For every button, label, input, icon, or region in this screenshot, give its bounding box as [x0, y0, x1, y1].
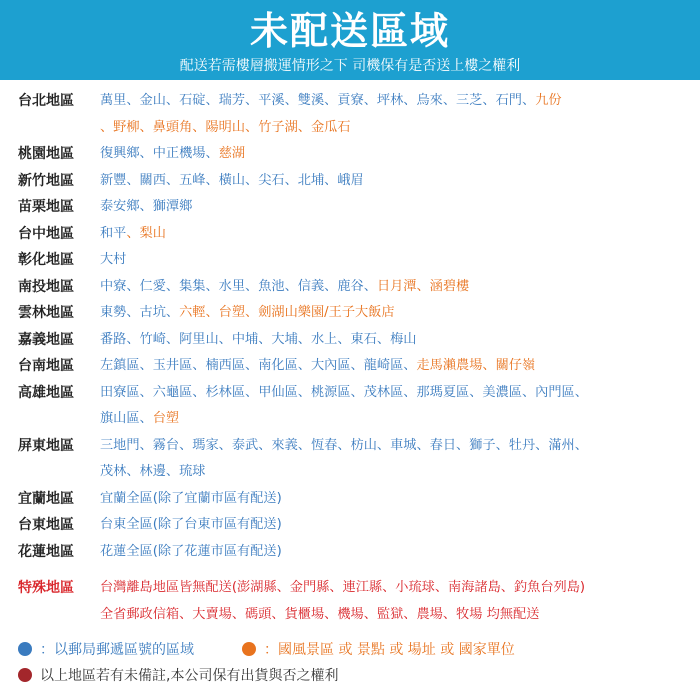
postal-area-text: 中寮、仁愛、集集、水里、魚池、信義、鹿谷、	[100, 278, 377, 294]
region-areas	[100, 486, 686, 513]
postal-area-text: 茂林、林邊、琉球	[100, 464, 206, 479]
legend	[18, 636, 686, 688]
region-name: 南投地區	[18, 278, 74, 295]
areas-line	[100, 353, 686, 380]
areas-line	[100, 115, 686, 142]
legend-item-scenic	[242, 639, 515, 659]
region-areas	[100, 141, 686, 168]
blue-dot-icon	[18, 642, 32, 656]
postal-area-text: 田寮區、六龜區、杉林區、甲仙區、桃源區、茂林區、那瑪夏區、美濃區、內門區、	[100, 384, 588, 400]
areas-line	[100, 512, 686, 539]
scenic-area-text: 、野柳、鼻頭角、陽明山、竹子湖、金瓜石	[100, 119, 351, 135]
postal-area-text: 番路、竹崎、阿里山、中埔、大埔、水上、東石、梅山	[100, 331, 417, 347]
region-row	[18, 247, 686, 274]
areas-line	[100, 539, 686, 566]
special-areas-line: 全省郵政信箱、大賣場、碼頭、貨櫃場、機場、監獄、農場、牧場 均無配送	[100, 606, 540, 622]
region-row	[18, 539, 686, 566]
areas-line	[100, 486, 686, 513]
region-name: 花蓮地區	[18, 543, 74, 560]
areas-line	[100, 274, 686, 301]
region-areas	[100, 88, 686, 141]
region-areas	[100, 380, 686, 433]
region-areas	[100, 300, 686, 327]
region-areas	[100, 194, 686, 221]
region-name: 台中地區	[18, 225, 74, 242]
region-row	[18, 221, 686, 248]
region-name: 苗栗地區	[18, 199, 74, 215]
region-areas	[100, 274, 686, 301]
region-row	[18, 274, 686, 301]
region-row	[18, 168, 686, 195]
scenic-area-text: 慈湖	[218, 146, 246, 161]
region-name: 彰化地區	[18, 252, 74, 268]
areas-line	[100, 433, 686, 460]
region-row	[18, 433, 686, 486]
legend-item-note	[18, 665, 338, 685]
region-row	[18, 194, 686, 221]
postal-area-text: 大村	[100, 252, 127, 267]
scenic-area-text: 日月潭、涵碧樓	[376, 278, 470, 294]
postal-area-text: 和平	[100, 225, 127, 241]
region-name: 屏東地區	[18, 437, 74, 454]
postal-area-text: 泰安鄉、獅潭鄉	[100, 199, 193, 214]
areas-line	[100, 168, 686, 195]
legend-note-text: 以上地區若有未備註,本公司保有出貨與否之權利	[40, 668, 339, 684]
region-areas	[100, 221, 686, 248]
region-name: 雲林地區	[18, 305, 74, 321]
darkred-dot-icon	[18, 668, 32, 682]
areas-line	[100, 88, 686, 115]
legend-postal-label: ：以郵局郵遞區號的區域	[40, 642, 194, 658]
postal-area-text: 東勢、古坑、	[100, 305, 180, 320]
region-name: 台南地區	[18, 358, 74, 374]
region-name: 台東地區	[18, 517, 74, 533]
page-title: 未配送區域	[249, 9, 450, 53]
special-region-row	[18, 575, 686, 628]
areas-line	[100, 300, 686, 327]
postal-area-text: 三地門、霧台、瑪家、泰武、來義、恆春、枋山、車城、春日、獅子、牡丹、滿州、	[100, 437, 588, 453]
region-areas	[100, 353, 686, 380]
postal-area-text: 台東全區(除了台東市區有配送)	[100, 517, 282, 532]
postal-area-text: 左鎮區、玉井區、楠西區、南化區、大內區、龍崎區、	[100, 358, 417, 373]
region-row	[18, 380, 686, 433]
region-name: 高雄地區	[18, 384, 74, 401]
scenic-area-text: 九份	[535, 93, 562, 108]
postal-area-text: 花蓮全區(除了花蓮市區有配送)	[100, 543, 282, 559]
region-table	[18, 88, 686, 628]
orange-dot-icon	[242, 642, 256, 656]
region-areas	[100, 168, 686, 195]
postal-area-text: 宜蘭全區(除了宜蘭市區有配送)	[100, 490, 282, 506]
region-areas	[100, 247, 686, 274]
scenic-area-text: 台塑	[152, 411, 180, 426]
special-region-areas	[100, 575, 686, 628]
areas-line	[100, 380, 686, 407]
scenic-area-text: 六輕、台塑、劍湖山樂園/王子大飯店	[179, 305, 395, 320]
special-areas-line: 台灣離島地區皆無配送(澎湖縣、金門縣、連江縣、小琉球、南海諸島、釣魚台列島)	[100, 580, 586, 595]
region-row	[18, 486, 686, 513]
legend-item-postal	[18, 639, 194, 659]
scenic-area-text: 走馬瀨農場、關仔嶺	[416, 358, 536, 373]
region-row	[18, 353, 686, 380]
postal-area-text: 萬里、金山、石碇、瑞芳、平溪、雙溪、貢寮、坪林、烏來、三芝、石門、	[100, 93, 536, 108]
region-name: 桃園地區	[18, 146, 74, 162]
region-name: 新竹地區	[18, 172, 74, 189]
region-row	[18, 300, 686, 327]
region-areas	[100, 433, 686, 486]
special-region-name: 特殊地區	[18, 580, 74, 596]
region-areas	[100, 512, 686, 539]
areas-line	[100, 327, 686, 354]
scenic-area-text: 、梨山	[126, 225, 166, 241]
header-banner	[0, 0, 700, 80]
areas-line	[100, 141, 686, 168]
areas-line	[100, 406, 686, 433]
areas-line	[100, 194, 686, 221]
areas-line	[100, 247, 686, 274]
region-row	[18, 141, 686, 168]
region-row	[18, 512, 686, 539]
areas-line	[100, 459, 686, 486]
region-name: 台北地區	[18, 93, 74, 109]
postal-area-text: 旗山區、	[100, 411, 153, 426]
page-subtitle: 配送若需樓層搬運情形之下 司機保有是否送上樓之權利	[179, 58, 521, 74]
postal-area-text: 新豐、關西、五峰、橫山、尖石、北埔、峨眉	[100, 172, 364, 188]
region-areas	[100, 327, 686, 354]
postal-area-text: 復興鄉、中正機場、	[100, 146, 219, 161]
areas-line	[100, 221, 686, 248]
legend-scenic-label: ：國風景區 或 景點 或 場址 或 國家單位	[264, 642, 515, 658]
region-areas	[100, 539, 686, 566]
region-row	[18, 88, 686, 141]
region-name: 嘉義地區	[18, 331, 74, 348]
region-name: 宜蘭地區	[18, 490, 74, 507]
region-row	[18, 327, 686, 354]
